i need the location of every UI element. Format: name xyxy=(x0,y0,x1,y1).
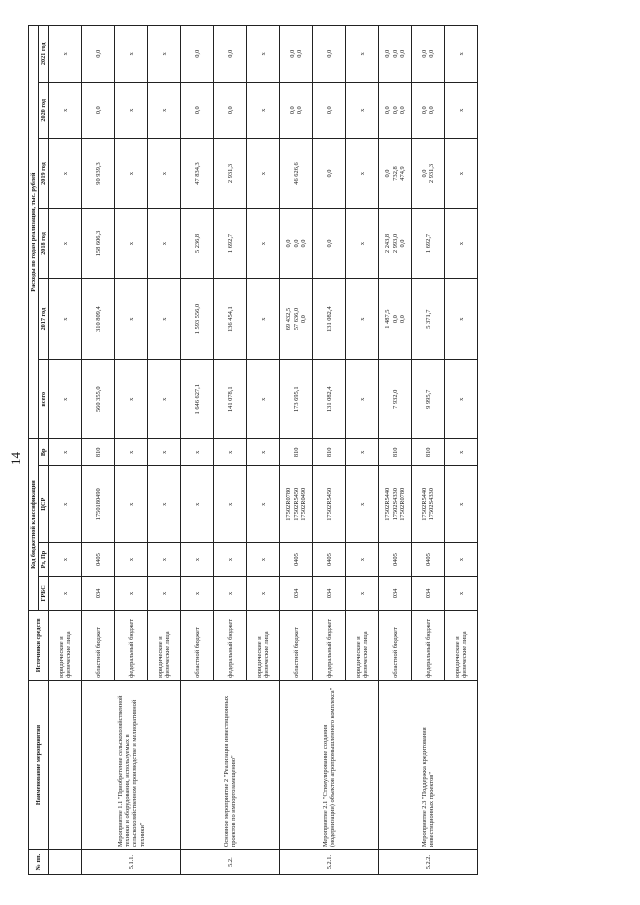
measure-name: Мероприятие 2.1 "Стимулирование создания (модернизации) объектов агропромышленного комплекса" xyxy=(280,680,379,849)
header-code-group: Код бюджетной классификации xyxy=(29,439,39,611)
header-2017: 2017 год xyxy=(39,278,49,359)
cell-csr: х xyxy=(148,466,181,543)
cell-csr: 17502R5440 17502S4330 xyxy=(412,466,445,543)
cell-total: 9 995,7 xyxy=(412,360,445,439)
table-row xyxy=(379,26,412,875)
header-name: Наименование мероприятия xyxy=(29,680,49,849)
header-expenses-group: Расходы по годам реализации, тыс. рублей xyxy=(29,26,39,439)
cell-y2018: х xyxy=(247,208,280,278)
cell-csr: х xyxy=(49,466,82,543)
cell-source: юридические и физические лица xyxy=(148,610,181,680)
cell-source: федеральный бюджет xyxy=(412,610,445,680)
header-source: Источники средств xyxy=(29,610,49,680)
cell-y2017: 310 809,4 xyxy=(82,278,115,359)
cell-csr: х xyxy=(115,466,148,543)
cell-y2018: х xyxy=(148,208,181,278)
cell-csr: х xyxy=(214,466,247,543)
cell-grbs: 034 xyxy=(313,576,346,610)
cell-source: федеральный бюджет xyxy=(115,610,148,680)
header-2019: 2019 год xyxy=(39,139,49,209)
cell-source: областной бюджет xyxy=(181,610,214,680)
cell-csr: х xyxy=(445,466,478,543)
cell-rzpr: 0405 xyxy=(313,543,346,577)
cell-y2020: 0,0 0,0 xyxy=(280,82,313,138)
cell-total: х xyxy=(346,360,379,439)
cell-source: областной бюджет xyxy=(82,610,115,680)
cell-y2017: 5 371,7 xyxy=(412,278,445,359)
cell-y2017: х xyxy=(115,278,148,359)
cell-csr: 17502R5440 17502S4330 17502R0780 xyxy=(379,466,412,543)
cell-vr: х xyxy=(247,439,280,466)
cell-source: юридические и физические лица xyxy=(247,610,280,680)
cell-vr: х xyxy=(346,439,379,466)
cell-source: областной бюджет xyxy=(379,610,412,680)
cell-y2019: х xyxy=(247,139,280,209)
cell-y2021: 0,0 0,0 xyxy=(412,26,445,83)
cell-y2020: х xyxy=(247,82,280,138)
cell-grbs: х xyxy=(346,576,379,610)
cell-vr: х xyxy=(214,439,247,466)
cell-vr: х xyxy=(181,439,214,466)
cell-y2019: 0,0 732,8 474,9 xyxy=(379,139,412,209)
cell-y2017: 131 082,4 xyxy=(313,278,346,359)
cell-rzpr: х xyxy=(346,543,379,577)
cell-y2018: 158 606,3 xyxy=(82,208,115,278)
cell-grbs: 034 xyxy=(82,576,115,610)
cell-y2021: 0,0 xyxy=(181,26,214,83)
cell-y2020: х xyxy=(445,82,478,138)
header-num: № пп. xyxy=(29,850,49,875)
cell-rzpr: 0405 xyxy=(379,543,412,577)
measure-name: Мероприятие 2.3 "Поддержка кредитования инвестиционных проектов" xyxy=(379,680,478,849)
cell-y2020: 0,0 xyxy=(214,82,247,138)
table-body xyxy=(49,26,478,875)
cell-y2018: х xyxy=(115,208,148,278)
row-number: 5.2.2. xyxy=(379,850,478,875)
cell-y2017: 1 487,5 0,0 0,0 xyxy=(379,278,412,359)
cell-csr: 17502R5450 xyxy=(313,466,346,543)
cell-y2020: х xyxy=(115,82,148,138)
cell-y2020: х xyxy=(346,82,379,138)
header-rzpr: Рз, Пр xyxy=(39,543,49,577)
cell-y2020: 0,0 xyxy=(82,82,115,138)
cell-y2019: х xyxy=(148,139,181,209)
cell-y2020: х xyxy=(148,82,181,138)
cell-y2018: 1 692,7 xyxy=(214,208,247,278)
cell-total: 131 082,4 xyxy=(313,360,346,439)
table-row xyxy=(49,26,82,875)
cell-y2018: 2 243,8 2 993,0 0,0 xyxy=(379,208,412,278)
cell-rzpr: 0405 xyxy=(280,543,313,577)
cell-rzpr: х xyxy=(115,543,148,577)
row-number: 5.1.1. xyxy=(82,850,181,875)
cell-vr: х xyxy=(115,439,148,466)
row-number: 5.2.1. xyxy=(280,850,379,875)
header-2018: 2018 год xyxy=(39,208,49,278)
cell-rzpr: х xyxy=(247,543,280,577)
cell-y2019: 2 931,3 xyxy=(214,139,247,209)
cell-y2021: х xyxy=(247,26,280,83)
cell-y2020: 0,0 xyxy=(181,82,214,138)
cell-y2017: х xyxy=(49,278,82,359)
cell-y2021: 0,0 xyxy=(313,26,346,83)
cell-grbs: х xyxy=(49,576,82,610)
cell-y2021: х xyxy=(115,26,148,83)
cell-y2018: х xyxy=(49,208,82,278)
cell-y2020: 0,0 0,0 0,0 xyxy=(379,82,412,138)
cell-y2019: х xyxy=(445,139,478,209)
cell-source: юридические и физические лица xyxy=(346,610,379,680)
cell-y2021: 0,0 0,0 xyxy=(280,26,313,83)
cell-grbs: х xyxy=(148,576,181,610)
cell-y2019: х xyxy=(346,139,379,209)
table-row xyxy=(280,26,313,875)
cell-y2018: 0,0 xyxy=(313,208,346,278)
cell-y2017: 1 593 556,0 xyxy=(181,278,214,359)
cell-y2019: 0,0 xyxy=(313,139,346,209)
cell-rzpr: х xyxy=(181,543,214,577)
cell-source: областной бюджет xyxy=(280,610,313,680)
header-total: всего xyxy=(39,360,49,439)
cell-grbs: х xyxy=(214,576,247,610)
cell-y2020: 0,0 xyxy=(313,82,346,138)
cell-vr: 810 xyxy=(280,439,313,466)
cell-total: х xyxy=(115,360,148,439)
cell-csr: 1750180490 xyxy=(82,466,115,543)
header-2021: 2021 год xyxy=(39,26,49,83)
table-row xyxy=(181,26,214,875)
cell-grbs: 034 xyxy=(379,576,412,610)
cell-csr: 17502R0780 17502R5450 17502R0490 xyxy=(280,466,313,543)
cell-csr: х xyxy=(181,466,214,543)
cell-y2019: х xyxy=(115,139,148,209)
cell-total: 141 078,1 xyxy=(214,360,247,439)
cell-y2017: 69 432,5 57 636,0 0,0 xyxy=(280,278,313,359)
row-number xyxy=(49,850,82,875)
cell-total: х xyxy=(148,360,181,439)
cell-source: юридические и физические лица xyxy=(49,610,82,680)
header-row-1 xyxy=(29,26,39,875)
cell-csr: х xyxy=(346,466,379,543)
cell-rzpr: 0405 xyxy=(412,543,445,577)
cell-y2021: 0,0 0,0 0,0 xyxy=(379,26,412,83)
cell-rzpr: х xyxy=(445,543,478,577)
cell-y2021: х xyxy=(445,26,478,83)
row-number: 5.2. xyxy=(181,850,280,875)
cell-source: юридические и физические лица xyxy=(445,610,478,680)
cell-y2021: х xyxy=(49,26,82,83)
cell-y2019: 0,0 2 931,3 xyxy=(412,139,445,209)
cell-y2018: 0,0 0,0 0,0 xyxy=(280,208,313,278)
measure-name: Основное мероприятие 2 "Реализация инвестиционных проектов по импортозамещению" xyxy=(181,680,280,849)
cell-y2018: х xyxy=(445,208,478,278)
cell-y2020: х xyxy=(49,82,82,138)
cell-total: х xyxy=(247,360,280,439)
cell-vr: х xyxy=(49,439,82,466)
cell-total: 560 355,0 xyxy=(82,360,115,439)
cell-y2017: х xyxy=(247,278,280,359)
header-grbs: ГРБС xyxy=(39,576,49,610)
cell-y2017: х xyxy=(148,278,181,359)
cell-y2019: 47 834,3 xyxy=(181,139,214,209)
cell-rzpr: х xyxy=(214,543,247,577)
cell-y2021: х xyxy=(148,26,181,83)
cell-rzpr: х xyxy=(148,543,181,577)
header-2020: 2020 год xyxy=(39,82,49,138)
cell-y2019: х xyxy=(49,139,82,209)
cell-rzpr: 0405 xyxy=(82,543,115,577)
measure-name xyxy=(49,680,82,849)
cell-total: 173 695,1 xyxy=(280,360,313,439)
cell-y2020: 0,0 0,0 xyxy=(412,82,445,138)
cell-grbs: х xyxy=(181,576,214,610)
page-number: 14 xyxy=(8,452,23,465)
cell-y2019: 46 626,6 xyxy=(280,139,313,209)
cell-vr: 810 xyxy=(379,439,412,466)
table-row xyxy=(82,26,115,875)
cell-total: х xyxy=(445,360,478,439)
measure-name: Мероприятие 1.1 "Приобретение сельскохозяйственной техники и оборудования, используемых в сельскохозяйственном производстве и мелиоративной техники" xyxy=(82,680,181,849)
cell-total: 7 932,0 xyxy=(379,360,412,439)
cell-y2017: х xyxy=(346,278,379,359)
cell-y2018: 1 692,7 xyxy=(412,208,445,278)
cell-grbs: х xyxy=(247,576,280,610)
cell-y2018: х xyxy=(346,208,379,278)
cell-source: федеральный бюджет xyxy=(214,610,247,680)
cell-grbs: х xyxy=(115,576,148,610)
cell-y2019: 90 939,3 xyxy=(82,139,115,209)
header-vr: Вр xyxy=(39,439,49,466)
cell-grbs: х xyxy=(445,576,478,610)
cell-y2017: 136 454,1 xyxy=(214,278,247,359)
cell-grbs: 034 xyxy=(412,576,445,610)
cell-y2018: 5 236,8 xyxy=(181,208,214,278)
cell-total: 1 646 627,1 xyxy=(181,360,214,439)
cell-csr: х xyxy=(247,466,280,543)
header-csr: ЦСР xyxy=(39,466,49,543)
cell-y2021: 0,0 xyxy=(214,26,247,83)
cell-source: федеральный бюджет xyxy=(313,610,346,680)
cell-grbs: 034 xyxy=(280,576,313,610)
cell-vr: х xyxy=(445,439,478,466)
cell-vr: х xyxy=(148,439,181,466)
cell-vr: 810 xyxy=(82,439,115,466)
cell-rzpr: х xyxy=(49,543,82,577)
budget-table xyxy=(28,25,478,875)
cell-y2021: х xyxy=(346,26,379,83)
cell-vr: 810 xyxy=(313,439,346,466)
cell-vr: 810 xyxy=(412,439,445,466)
cell-y2021: 0,0 xyxy=(82,26,115,83)
cell-total: х xyxy=(49,360,82,439)
cell-y2017: х xyxy=(445,278,478,359)
